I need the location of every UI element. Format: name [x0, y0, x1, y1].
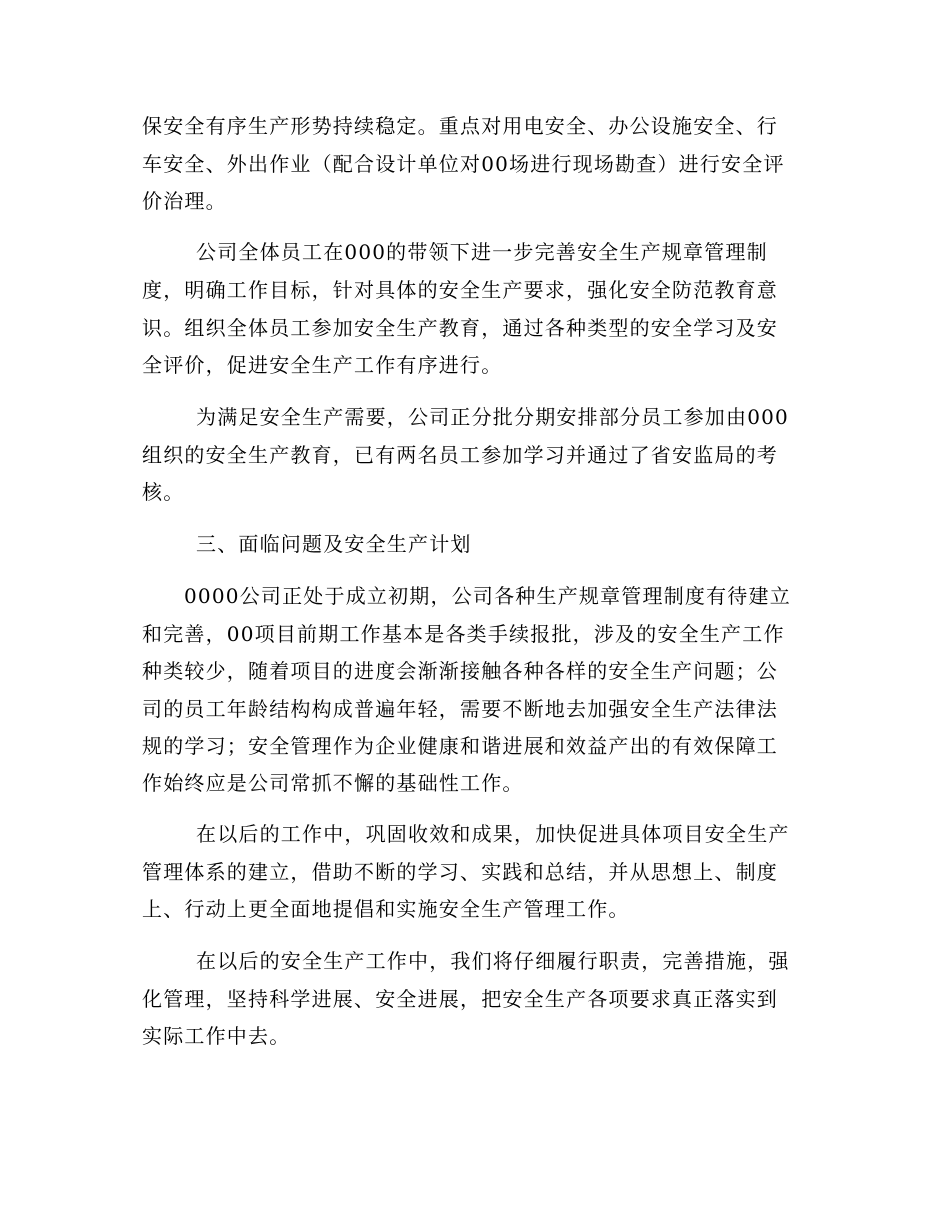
- section-heading: 三、面临问题及安全生产计划: [196, 532, 472, 556]
- paragraph-line: 组织的安全生产教育，已有两名员工参加学习并通过了省安监局的考: [142, 443, 778, 467]
- paragraph-line: 保安全有序生产形势持续稳定。重点对用电安全、办公设施安全、行: [142, 114, 778, 138]
- paragraph-line: 价治理。: [142, 189, 227, 213]
- paragraph-line: 为满足安全生产需要，公司正分批分期安排部分员工参加由000: [196, 405, 789, 429]
- paragraph-line: 管理体系的建立，借助不断的学习、实践和总结，并从思想上、制度: [142, 860, 778, 884]
- paragraph-line: 化管理，坚持科学进展、安全进展，把安全生产各项要求真正落实到: [142, 987, 778, 1011]
- paragraph-line: 核。: [142, 480, 185, 504]
- paragraph-line: 实际工作中去。: [142, 1024, 291, 1048]
- paragraph-line: 司的员工年龄结构构成普遍年轻，需要不断地去加强安全生产法律法: [142, 697, 778, 721]
- paragraph-line: 和完善，00项目前期工作基本是各类手续报批，涉及的安全生产工作: [142, 622, 785, 646]
- paragraph-line: 识。组织全体员工参加安全生产教育，通过各种类型的安全学习及安: [142, 316, 778, 340]
- paragraph-line: 全评价，促进安全生产工作有序进行。: [142, 353, 503, 377]
- paragraph-line: 度，明确工作目标，针对具体的安全生产要求，强化安全防范教育意: [142, 278, 778, 302]
- paragraph-line: 车安全、外出作业（配合设计单位对00场进行现场勘查）进行安全评: [142, 152, 785, 176]
- paragraph-line: 0000公司正处于成立初期，公司各种生产规章管理制度有待建立: [184, 584, 791, 608]
- paragraph-line: 在以后的安全生产工作中，我们将仔细履行职责，完善措施，强: [196, 949, 790, 973]
- paragraph-line: 规的学习；安全管理作为企业健康和谐进展和效益产出的有效保障工: [142, 734, 778, 758]
- paragraph-line: 在以后的工作中，巩固收效和成果，加快促进具体项目安全生产: [196, 822, 790, 846]
- paragraph-line: 上、行动上更全面地提倡和实施安全生产管理工作。: [142, 897, 630, 921]
- paragraph-line: 公司全体员工在000的带领下进一步完善安全生产规章管理制: [196, 240, 768, 264]
- paragraph-line: 种类较少，随着项目的进度会渐渐接触各种各样的安全生产问题；公: [142, 659, 778, 683]
- paragraph-line: 作始终应是公司常抓不懈的基础性工作。: [142, 771, 524, 795]
